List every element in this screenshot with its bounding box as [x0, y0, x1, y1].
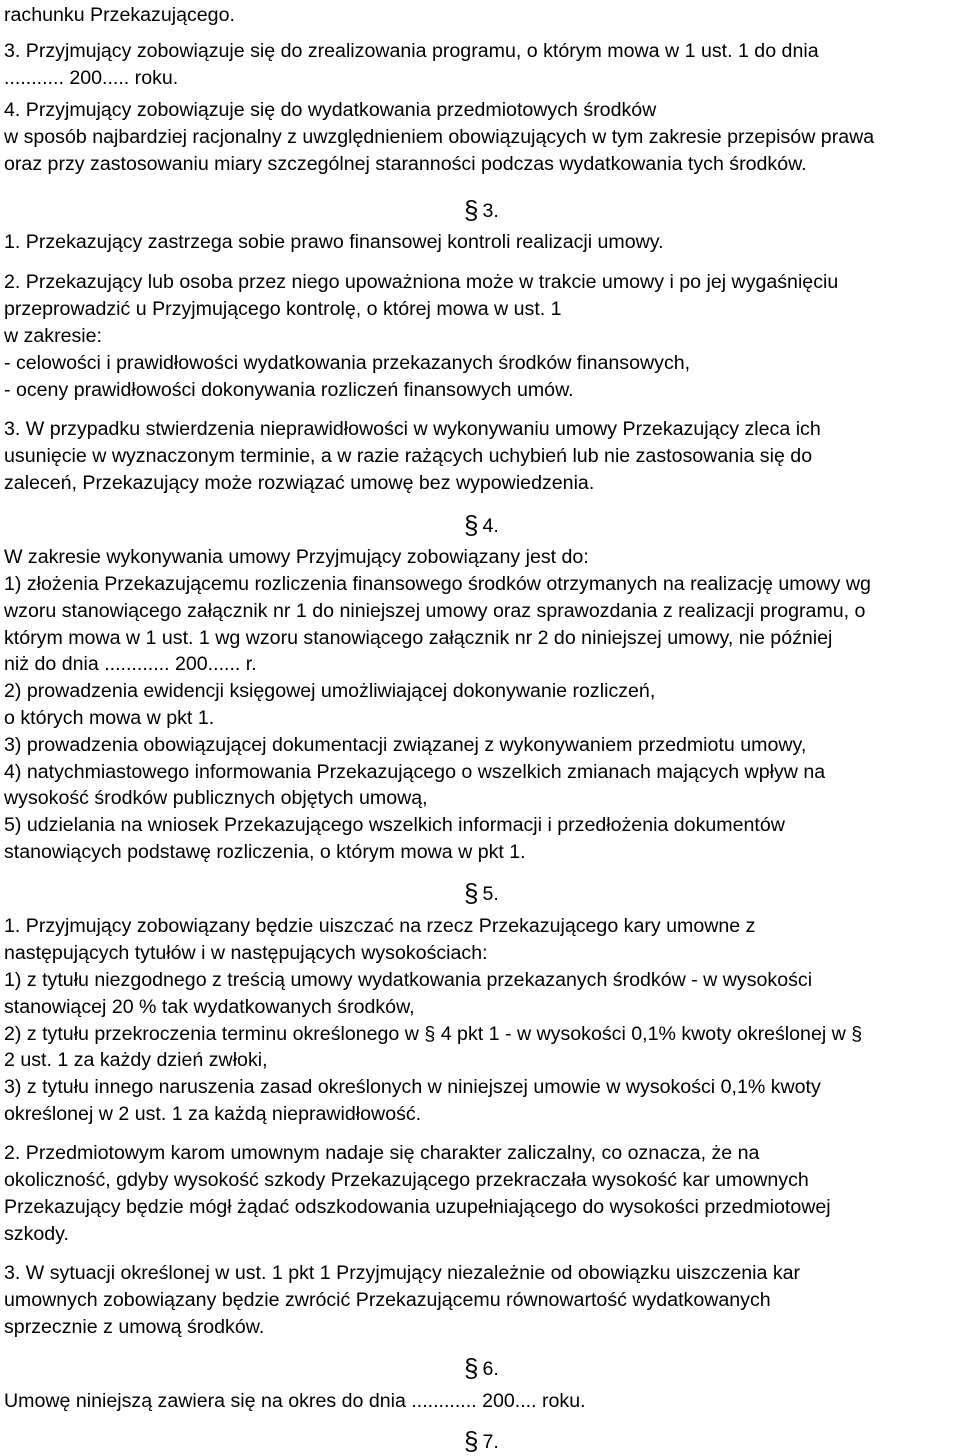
section-number: 3. — [482, 200, 499, 222]
text-line: wzoru stanowiącego załącznik nr 1 do niniejszej umowy oraz sprawozdania z realizacji programu, o — [4, 600, 866, 622]
text-line: usunięcie w wyznaczonym terminie, a w razie rażących uchybień lub nie zastosowania się do — [4, 445, 813, 467]
text-line: 2. Przekazujący lub osoba przez niego upoważniona może w trakcie umowy i po jej wygaśnięciu — [4, 271, 839, 293]
section-symbol: § — [464, 510, 479, 540]
text-line: okoliczność, gdyby wysokość szkody Przekazującego przekraczała wysokość kar umownych — [4, 1169, 809, 1191]
text-line: 2) z tytułu przekroczenia terminu określonego w § 4 pkt 1 - w wysokości 0,1% kwoty określonej w § — [4, 1023, 863, 1045]
text-line: 5) udzielania na wniosek Przekazującego wszelkich informacji i przedłożenia dokumentów — [4, 814, 785, 836]
text-line: 1) złożenia Przekazującemu rozliczenia finansowego środków otrzymanych na realizację umowy wg — [4, 573, 871, 595]
section-heading-5 — [464, 880, 499, 906]
text-line: którym mowa w 1 ust. 1 wg wzoru stanowiącego załącznik nr 2 do niniejszej umowy, nie później — [4, 627, 833, 649]
section-number: 5. — [482, 883, 499, 905]
text-line: stanowiącej 20 % tak wydatkowanych środków, — [4, 996, 415, 1018]
text-line: 2 ust. 1 za każdy dzień zwłoki, — [4, 1049, 268, 1071]
section-number: 4. — [482, 515, 499, 537]
text-line: Umowę niniejszą zawiera się na okres do dnia ............ 200.... roku. — [4, 1390, 586, 1412]
text-line: 2) prowadzenia ewidencji księgowej umożliwiającej dokonywanie rozliczeń, — [4, 680, 656, 702]
text-line: W zakresie wykonywania umowy Przyjmujący zobowiązany jest do: — [4, 546, 589, 568]
text-line: następujących tytułów i w następujących wysokościach: — [4, 942, 488, 964]
text-line: 2. Przedmiotowym karom umownym nadaje się charakter zaliczalny, co oznacza, że na — [4, 1142, 760, 1164]
text-line: oraz przy zastosowaniu miary szczególnej staranności podczas wydatkowania tych środków. — [4, 153, 807, 175]
text-line: zaleceń, Przekazujący może rozwiązać umowę bez wypowiedzenia. — [4, 472, 595, 494]
text-line: o których mowa w pkt 1. — [4, 707, 215, 729]
text-line: 3. Przyjmujący zobowiązuje się do zrealizowania programu, o którym mowa w 1 ust. 1 do dnia — [4, 40, 819, 62]
text-line: umownych zobowiązany będzie zwrócić Przekazującemu równowartość wydatkowanych — [4, 1289, 771, 1311]
section-heading-6 — [464, 1355, 499, 1381]
text-line: - celowości i prawidłowości wydatkowania przekazanych środków finansowych, — [4, 352, 691, 374]
text-line: 4) natychmiastowego informowania Przekazującego o wszelkich zmianach mających wpływ na — [4, 761, 826, 783]
section-number: 6. — [482, 1358, 499, 1380]
text-line: stanowiących podstawę rozliczenia, o którym mowa w pkt 1. — [4, 841, 526, 863]
text-line: 3) prowadzenia obowiązującej dokumentacji związanej z wykonywaniem przedmiotu umowy, — [4, 734, 807, 756]
text-line: określonej w 2 ust. 1 za każdą nieprawidłowość. — [4, 1103, 422, 1125]
text-line: - oceny prawidłowości dokonywania rozliczeń finansowych umów. — [4, 379, 574, 401]
text-line: 1. Przekazujący zastrzega sobie prawo finansowej kontroli realizacji umowy. — [4, 231, 664, 253]
text-line: szkody. — [4, 1223, 69, 1245]
text-line: w zakresie: — [4, 325, 102, 347]
text-line: Przekazujący będzie mógł żądać odszkodowania uzupełniającego do wysokości przedmiotowej — [4, 1196, 831, 1218]
text-line: 1. Przyjmujący zobowiązany będzie uiszczać na rzecz Przekazującego kary umowne z — [4, 915, 756, 937]
text-line: sprzecznie z umową środków. — [4, 1316, 265, 1338]
section-symbol: § — [464, 195, 479, 225]
section-symbol: § — [464, 1426, 479, 1456]
text-line: ........... 200..... roku. — [4, 67, 179, 89]
section-symbol: § — [464, 1353, 479, 1383]
section-heading-4 — [464, 512, 499, 538]
text-line: 3. W sytuacji określonej w ust. 1 pkt 1 Przyjmujący niezależnie od obowiązku uiszczenia kar — [4, 1262, 801, 1284]
text-line: w sposób najbardziej racjonalny z uwzględnieniem obowiązujących w tym zakresie przepisów prawa — [4, 126, 875, 148]
text-line: niż do dnia ............ 200...... r. — [4, 653, 257, 675]
text-line: 1) z tytułu niezgodnego z treścią umowy wydatkowania przekazanych środków - w wysokości — [4, 969, 813, 991]
text-line: 3) z tytułu innego naruszenia zasad określonych w niniejszej umowie w wysokości 0,1% kwoty — [4, 1076, 821, 1098]
section-number: 7. — [482, 1431, 499, 1453]
text-line: 3. W przypadku stwierdzenia nieprawidłowości w wykonywaniu umowy Przekazujący zleca ich — [4, 418, 821, 440]
section-heading-7 — [464, 1428, 499, 1454]
text-line: wysokość środków publicznych objętych umową, — [4, 787, 428, 809]
text-line: rachunku Przekazującego. — [4, 4, 235, 26]
section-heading-3 — [464, 197, 499, 223]
text-line: przeprowadzić u Przyjmującego kontrolę, o której mowa w ust. 1 — [4, 298, 562, 320]
section-symbol: § — [464, 878, 479, 908]
text-line: 4. Przyjmujący zobowiązuje się do wydatkowania przedmiotowych środków — [4, 99, 657, 121]
